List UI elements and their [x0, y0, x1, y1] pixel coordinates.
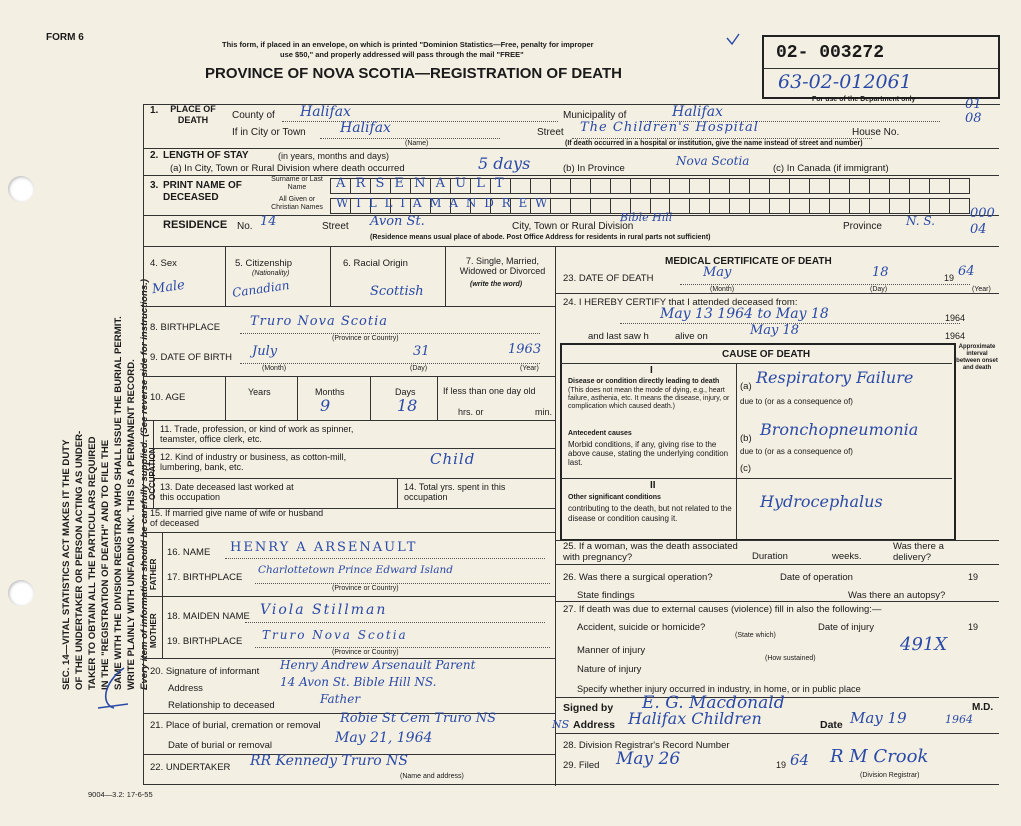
last-saw-value: May 18 [750, 323, 800, 338]
external-causes-label: 27. If death was due to external causes (violence) fill in also the following:— [563, 604, 882, 615]
duration-label: Duration [752, 551, 788, 562]
punch-hole [8, 176, 34, 202]
sex-value: Male [151, 277, 186, 298]
minutes-label: min. [535, 407, 553, 417]
age-months-label: Months [315, 387, 345, 397]
accident-label: Accident, suicide or homicide? [577, 622, 706, 633]
side-line: SAME WITH THE DIVISION REGISTRAR WHO SHALL ISSUE THE BURIAL PERMIT. [113, 316, 124, 690]
side-line: Every item of information should be carefully supplied. (See reverse side for instructions.) [139, 278, 150, 690]
due-to-label: due to (or as a consequence of) [740, 397, 853, 406]
attended-year: 1964 [945, 313, 966, 323]
date-value: May 19 [850, 709, 907, 727]
surgery-label: 26. Was there a surgical operation? [563, 572, 713, 583]
undertaker-value: RR Kennedy Truro NS [250, 753, 408, 769]
stay-canada-label: (c) In Canada (if immigrant) [773, 163, 889, 174]
print-name-label: PRINT NAME OF DECEASED [163, 180, 242, 203]
stay-city-label: (a) In City, Town or Rural Division where death occurred [170, 163, 405, 174]
antecedent-note: Morbid conditions, if any, giving rise to the above cause, stating the underlying condition last. [568, 440, 729, 467]
given-names-label: All Given or Christian Names [271, 196, 323, 211]
date-of-death-label: 23. DATE OF DEATH [563, 273, 654, 284]
length-of-stay-label: LENGTH OF STAY [163, 150, 249, 161]
city-value: Halifax [340, 120, 391, 136]
part-one-marker: I [650, 365, 653, 376]
birthplace-label: 8. BIRTHPLACE [150, 322, 221, 333]
undertaker-label: 22. UNDERTAKER [150, 762, 231, 773]
immediate-cause-label: Disease or condition directly leading to death [568, 378, 720, 385]
father-birthplace-label: 17. BIRTHPLACE [167, 572, 243, 583]
death-year: 64 [958, 264, 975, 279]
relationship-value: Father [320, 692, 361, 706]
signed-by-value: E. G. Macdonald [642, 693, 785, 713]
street-label: Street [537, 127, 564, 138]
q14-label: 14. Total yrs. spent in this occupation [404, 482, 506, 502]
residence-note: (Residence means usual place of abode. Post Office Address for residents in rural parts not sufficient) [370, 234, 711, 241]
residence-street-label: Street [322, 221, 349, 232]
birthplace-value: Truro Nova Scotia [250, 314, 389, 329]
province-caption: (Province or Country) [332, 585, 399, 592]
registration-number-box [762, 35, 1000, 99]
filed-value: May 26 [616, 749, 681, 769]
death-month: May [703, 265, 732, 280]
immediate-cause-note: (This does not mean the mode of dying, e.g., heart failure, asthenia, etc. It means the disease, injury, or complication which caused death.) [568, 387, 730, 410]
address-value: Halifax Children [628, 709, 762, 728]
residence-street-value: Avon St. [370, 214, 425, 229]
municipality-value: Halifax [672, 104, 723, 120]
age-years-label: Years [248, 387, 271, 397]
given-names-value: W I L L I A M A N D R E W [336, 196, 550, 210]
marital-status-label: 7. Single, Married, Widowed or Divorced [459, 256, 546, 276]
age-label: 10. AGE [150, 392, 186, 403]
cause-a-label: (a) [740, 381, 752, 392]
year-caption: (Year) [972, 286, 991, 293]
interval-header: Approximate interval between onset and death [956, 344, 998, 371]
field-number: 3. [150, 180, 159, 191]
other-conditions-note: contributing to the death, but not related to the disease or condition causing it. [568, 504, 732, 523]
burial-date-label: Date of burial or removal [168, 740, 273, 751]
cause-a-value: Respiratory Failure [756, 368, 914, 387]
nationality-caption: (Nationality) [252, 270, 290, 277]
residence-city-label: City, Town or Rural Division [512, 221, 634, 232]
q11-label: 11. Trade, profession, or kind of work as spinner, teamster, office clerk, etc. [160, 424, 354, 444]
county-label: County of [232, 110, 275, 121]
signed-by-label: Signed by [563, 702, 614, 714]
citizenship-label: 5. Citizenship [235, 258, 293, 269]
mother-maiden-name-label: 18. MAIDEN NAME [167, 611, 250, 622]
registration-number: 02- 003272 [776, 43, 885, 63]
last-saw-year: 1964 [945, 331, 966, 341]
stay-province-value: Nova Scotia [676, 154, 750, 168]
death-day: 18 [872, 265, 889, 280]
informant-address: 14 Avon St. Bible Hill NS. [280, 675, 437, 689]
burial-place-value: Robie St Cem Truro NS [340, 711, 496, 726]
side-line: SEC. 14—VITAL STATISTICS ACT MAKES IT THE DUTY [61, 439, 72, 690]
side-line: IN THE "REGISTRATION OF DEATH" AND TO FILE THE [100, 439, 111, 690]
father-name-value: HENRY A ARSENAULT [230, 540, 418, 555]
date-of-birth-label: 9. DATE OF BIRTH [150, 352, 232, 363]
field-number: 1. [150, 105, 159, 116]
mother-birthplace-label: 19. BIRTHPLACE [167, 636, 243, 647]
side-line: TAKER TO OBTAIN ALL THE PARTICULARS REQUIRED [87, 436, 98, 690]
father-name-label: 16. NAME [167, 547, 211, 558]
operation-date-label: Date of operation [780, 572, 853, 583]
burial-place-label: 21. Place of burial, cremation or removal [150, 720, 321, 731]
alive-on-label: alive on [675, 331, 708, 342]
q12-value: Child [430, 450, 476, 468]
stay-city-value: 5 days [478, 154, 531, 173]
sex-label: 4. Sex [150, 258, 177, 269]
state-which-caption: (State which) [735, 632, 776, 639]
registrar-caption: (Division Registrar) [860, 772, 920, 779]
part-two-marker: II [650, 480, 656, 491]
attended-label: 24. I HEREBY CERTIFY that I attended deceased from: [563, 297, 798, 308]
month-caption: (Month) [710, 286, 735, 293]
age-days-value: 18 [397, 396, 418, 415]
md-label: M.D. [972, 702, 994, 713]
last-saw-label: and last saw h [588, 331, 649, 342]
residence-margin-code: 000 04 [970, 206, 995, 237]
side-line: OF THE UNDERTAKER OR PERSON ACTING AS UNDER- [74, 430, 85, 690]
side-line: WRITE PLAINLY WITH UNFADING INK. THIS IS A PERMANENT RECORD. [126, 359, 137, 690]
province-caption: (Province or Country) [332, 649, 399, 656]
age-days-label: Days [395, 387, 416, 397]
filed-year: 64 [790, 751, 810, 769]
address-label: Address [573, 719, 616, 731]
residence-province-label: Province [843, 221, 882, 232]
hospital-note: (If death occurred in a hospital or institution, give the name instead of street and number) [565, 140, 863, 147]
death-year-prefix: 19 [944, 273, 955, 283]
stay-province-label: (b) In Province [563, 163, 625, 174]
form-code: 9004—3.2: 17-6-55 [88, 790, 153, 799]
cause-c-label: (c) [740, 463, 752, 474]
less-than-day-label: If less than one day old [443, 386, 536, 396]
q13-label: 13. Date deceased last worked at this occupation [160, 482, 294, 502]
attended-from-value: May 13 1964 to May 18 [660, 306, 829, 322]
relationship-label: Relationship to deceased [168, 700, 275, 711]
medical-certificate-header: MEDICAL CERTIFICATE OF DEATH [665, 256, 832, 267]
day-caption: (Day) [870, 286, 888, 293]
specify-label: Specify whether injury occurred in industry, in home, or in public place [577, 684, 861, 694]
mother-side-label: MOTHER [149, 613, 158, 648]
dob-year: 1963 [508, 342, 542, 357]
weeks-label: weeks. [832, 551, 862, 562]
date-year: 1964 [945, 713, 973, 726]
informant-signature-label: 20. Signature of informant [150, 666, 260, 677]
cause-of-death-header: CAUSE OF DEATH [722, 349, 811, 360]
manner-label: Manner of injury [577, 645, 646, 656]
surname-label: Surname or Last Name [271, 176, 323, 191]
dob-month: July [252, 344, 278, 359]
other-conditions-label: Other significant conditions [568, 494, 661, 501]
name-address-caption: (Name and address) [400, 773, 464, 780]
margin-checkmark-icon [94, 664, 134, 714]
father-side-label: FATHER [149, 558, 158, 590]
residence-province-value: N. S. [906, 214, 935, 228]
citizenship-value: Canadian [231, 278, 291, 300]
day-caption: (Day) [410, 365, 428, 372]
filed-year-prefix: 19 [776, 760, 787, 770]
month-caption: (Month) [262, 365, 287, 372]
burial-date-value: May 21, 1964 [335, 730, 433, 746]
cause-b-value: Bronchopneumonia [760, 420, 919, 439]
punch-hole [8, 580, 34, 606]
delivery-label: Was there a delivery? [893, 541, 944, 563]
dob-day: 31 [413, 344, 430, 359]
mother-maiden-name-value: Viola Stillman [260, 602, 388, 618]
field-number: 2. [150, 150, 159, 161]
registrar-signature: R M Crook [830, 746, 929, 767]
form-label: FORM 6 [46, 32, 84, 43]
ns-mark: NS [552, 718, 570, 731]
age-months-value: 9 [320, 396, 331, 415]
house-label: House No. [852, 127, 900, 138]
city-label: If in City or Town [232, 127, 306, 138]
surname-value: A R S E N A U L T [336, 176, 507, 191]
antecedent-label: Antecedent causes [568, 430, 632, 437]
how-caption: (How sustained) [765, 655, 816, 662]
length-of-stay-note: (in years, months and days) [278, 151, 390, 161]
hours-label: hrs. or [458, 407, 484, 417]
record-number-label: 28. Division Registrar's Record Number [563, 740, 730, 751]
occupation-side-label: OCCUPATION [148, 447, 157, 500]
province-caption: (Province or Country) [332, 335, 399, 342]
check-mark-icon [725, 32, 741, 48]
racial-origin-label: 6. Racial Origin [343, 258, 408, 269]
place-margin-code: 01 08 [965, 97, 982, 126]
residence-no-value: 14 [260, 214, 277, 229]
q12-label: 12. Kind of industry or business, as cotton-mill, lumbering, bank, etc. [160, 452, 347, 472]
pregnancy-label: 25. If a woman, was the death associated with pregnancy? [563, 541, 738, 563]
year-prefix: 19 [968, 622, 979, 632]
father-birthplace-value: Charlottetown Prince Edward Island [258, 564, 454, 576]
injury-date-label: Date of injury [818, 622, 874, 633]
department-use-note: For use of the Department only [812, 96, 916, 103]
autopsy-label: Was there an autopsy? [848, 590, 946, 601]
filed-label: 29. Filed [563, 760, 600, 771]
q15-label: 15. If married give name of wife or husband of deceased [150, 508, 324, 528]
registration-number-handwritten: 63-02-012061 [778, 71, 912, 93]
residence-city-value: Bible Hill [620, 211, 673, 224]
date-label: Date [820, 719, 843, 731]
form-title: PROVINCE OF NOVA SCOTIA—REGISTRATION OF DEATH [205, 65, 622, 82]
due-to-label: due to (or as a consequence of) [740, 447, 853, 456]
findings-label: State findings [577, 590, 635, 601]
name-caption: (Name) [405, 140, 429, 147]
year-caption: (Year) [520, 365, 539, 372]
nature-label: Nature of injury [577, 664, 642, 675]
county-value: Halifax [300, 104, 351, 120]
other-conditions-value: Hydrocephalus [760, 492, 883, 511]
marital-caption: (write the word) [470, 281, 523, 288]
cause-b-label: (b) [740, 433, 752, 444]
mother-birthplace-value: Truro Nova Scotia [262, 628, 408, 642]
postal-note: This form, if placed in an envelope, on which is printed "Dominion Statistics—Free, penalty for improper [222, 40, 594, 49]
residence-no-label: No. [237, 221, 253, 232]
cause-code: 491X [900, 634, 948, 655]
street-value: The Children's Hospital [580, 120, 759, 135]
year-prefix: 19 [968, 572, 979, 582]
informant-signature: Henry Andrew Arsenault Parent [280, 658, 476, 672]
informant-address-label: Address [168, 683, 203, 694]
place-of-death-label: PLACE OF DEATH [170, 104, 216, 125]
postal-note: use $50," and properly addressed will pass through the mail "FREE" [280, 50, 524, 59]
residence-label: RESIDENCE [163, 219, 228, 231]
racial-origin-value: Scottish [370, 284, 424, 299]
municipality-label: Municipality of [563, 110, 627, 121]
